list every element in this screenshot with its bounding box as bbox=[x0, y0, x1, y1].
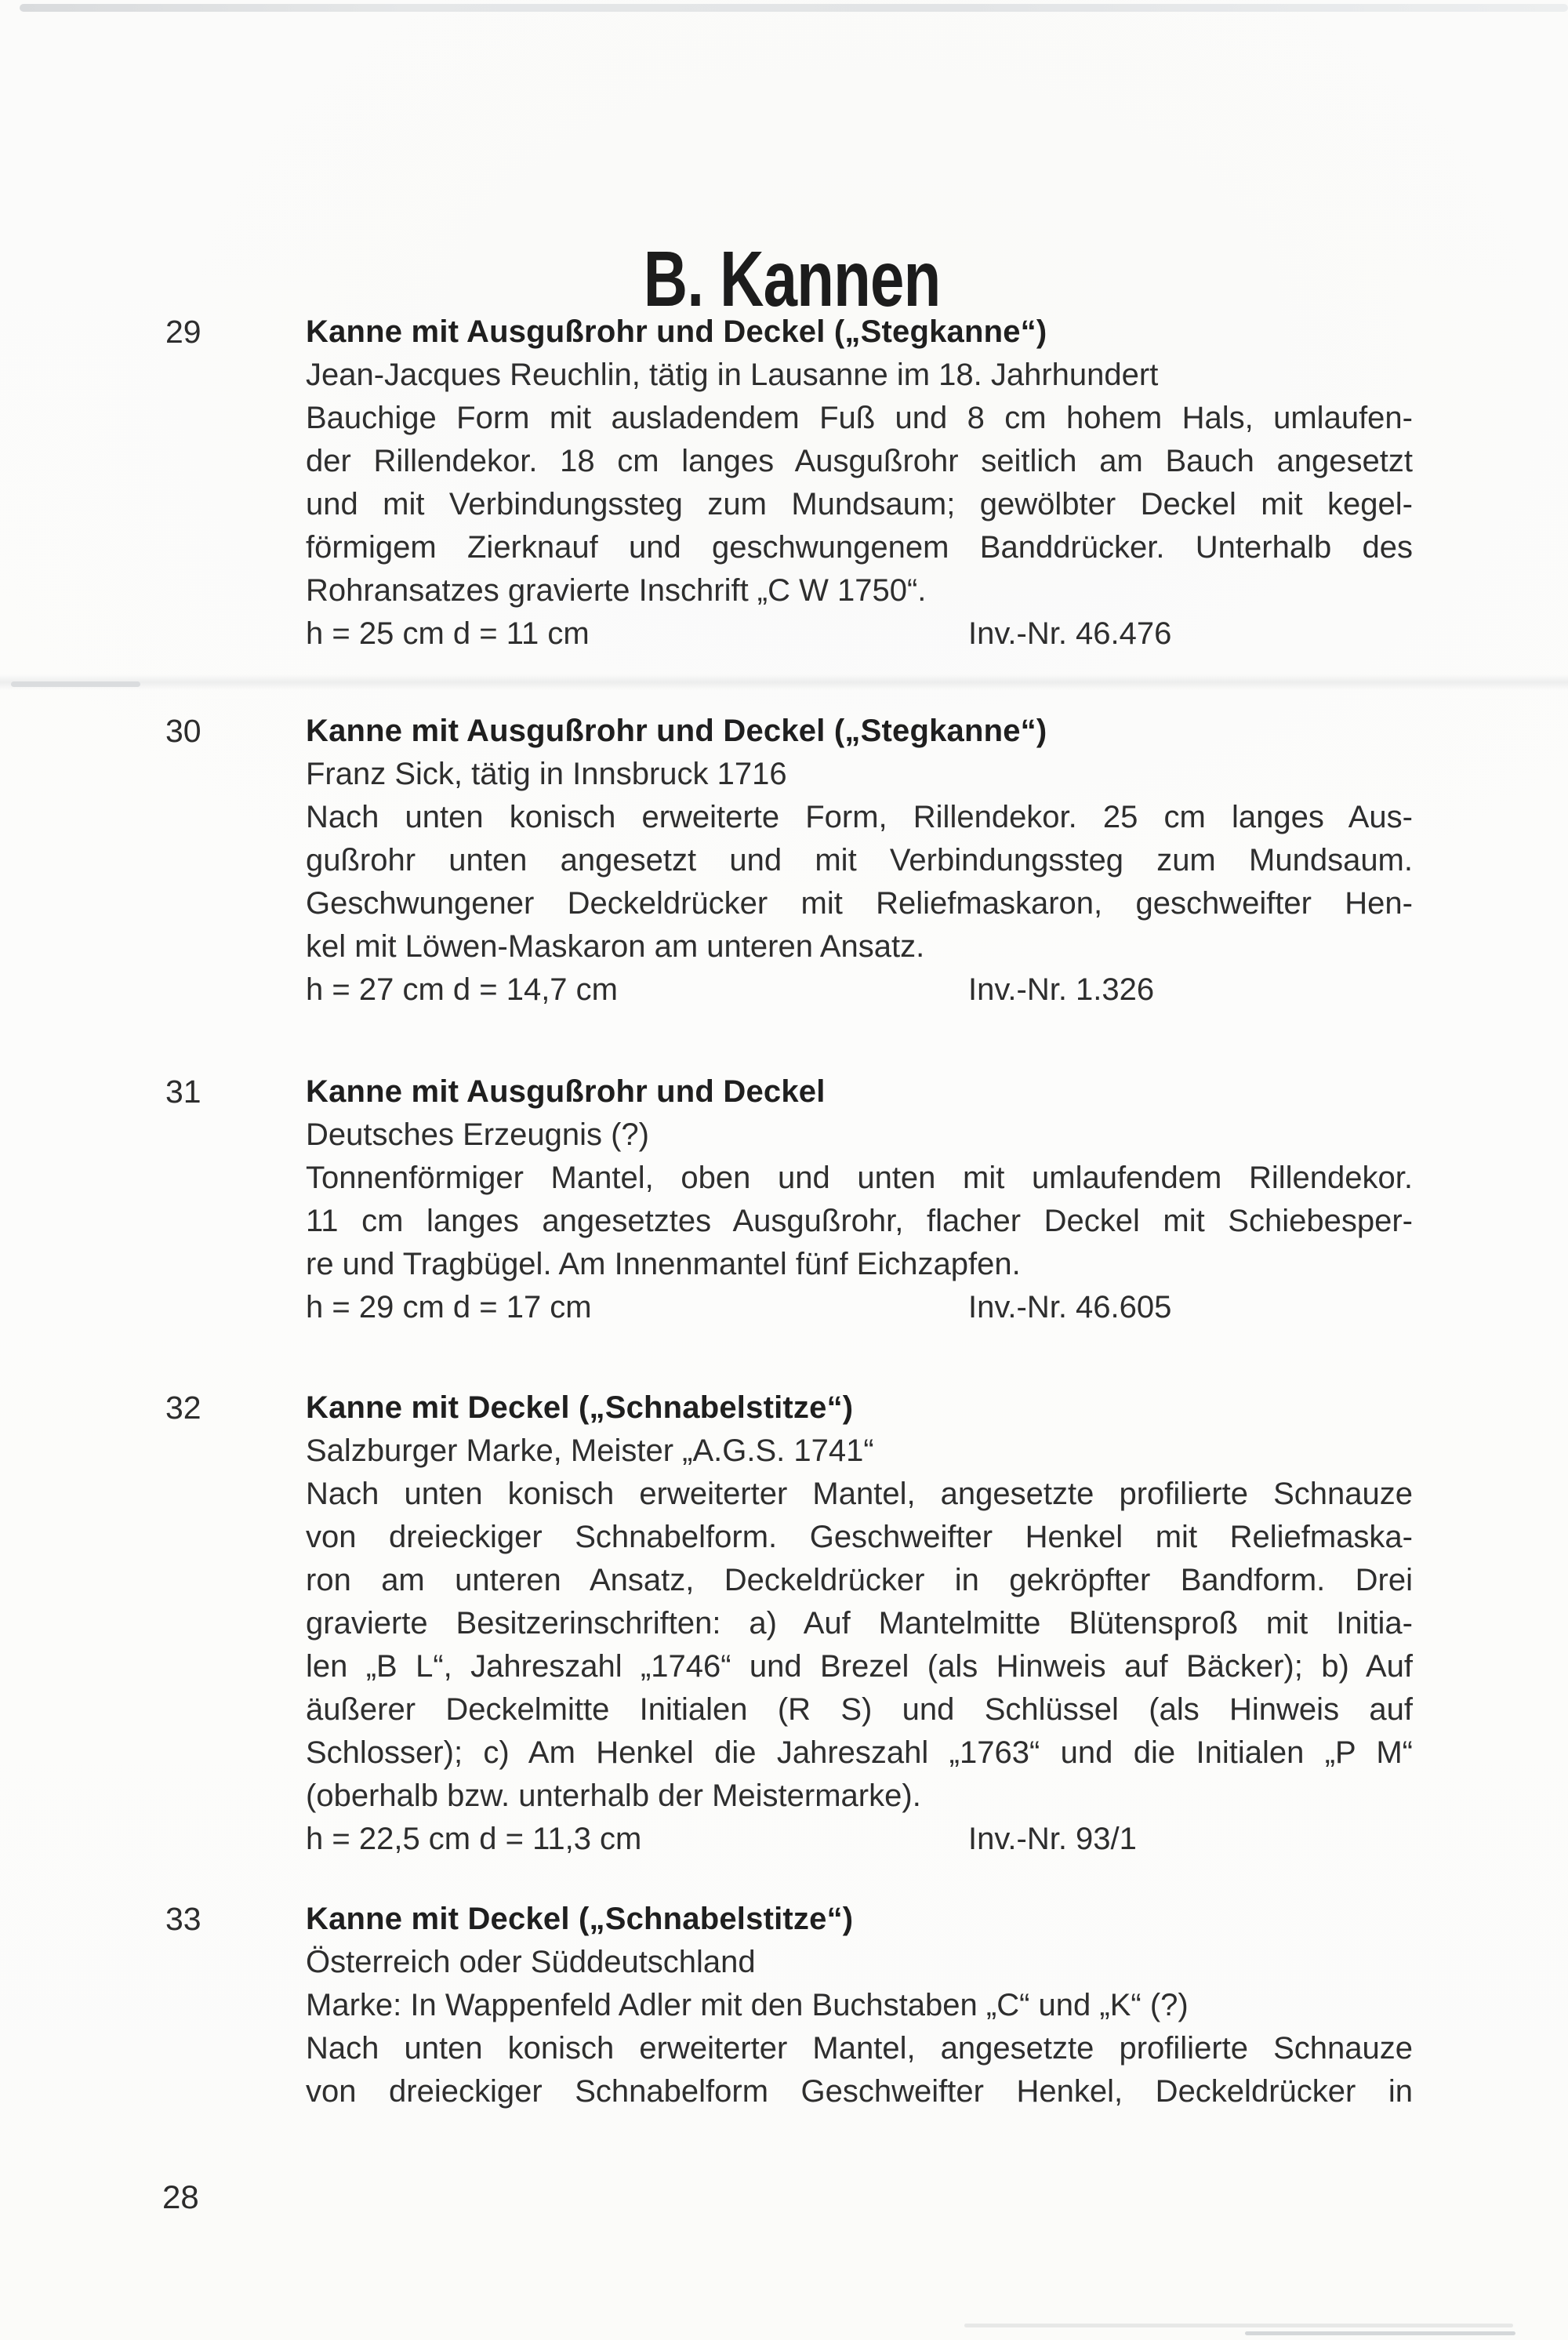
entry-body bbox=[306, 311, 1413, 656]
entry-title: Kanne mit Deckel („Schnabelstitze“) bbox=[306, 1902, 854, 1936]
entry-dimensions: h = 27 cm d = 14,7 cm bbox=[306, 972, 618, 1007]
entry-measurements bbox=[306, 968, 1413, 1012]
entry-text-line: Deutsches Erzeugnis (?) bbox=[306, 1117, 649, 1152]
entry-number: 31 bbox=[165, 1074, 201, 1110]
entry-text-line: Nach unten konisch erweiterter Mantel, angesetzte profilierte Schnauze bbox=[306, 2031, 1413, 2066]
entry-text-line: gravierte Besitzerinschriften: a) Auf Mantelmitte Blütensproß mit Initia- bbox=[306, 1606, 1413, 1641]
entry-text-line: Tonnenförmiger Mantel, oben und unten mit umlaufendem Rillendekor. bbox=[306, 1161, 1413, 1195]
entry-title: Kanne mit Deckel („Schnabelstitze“) bbox=[306, 1390, 854, 1425]
entry-text-line: Jean-Jacques Reuchlin, tätig in Lausanne im 18. Jahrhundert bbox=[306, 358, 1159, 392]
entry-text-line: Salzburger Marke, Meister „A.G.S. 1741“ bbox=[306, 1433, 874, 1468]
entry-text-line: Nach unten konisch erweiterte Form, Rillendekor. 25 cm langes Aus- bbox=[306, 800, 1413, 834]
entry-text-line: ron am unteren Ansatz, Deckeldrücker in gekröpfter Bandform. Drei bbox=[306, 1563, 1413, 1597]
entry-text-line: 11 cm langes angesetztes Ausgußrohr, flacher Deckel mit Schiebesper- bbox=[306, 1204, 1413, 1238]
entry-body bbox=[306, 1898, 1413, 2113]
entry-inventory: Inv.-Nr. 1.326 bbox=[968, 972, 1155, 1007]
entry-text-line: von dreieckiger Schnabelform. Geschweifter Henkel mit Reliefmaska- bbox=[306, 1520, 1413, 1554]
page-number: 28 bbox=[162, 2178, 199, 2215]
entry-text-line: (oberhalb bzw. unterhalb der Meistermarke). bbox=[306, 1779, 921, 1813]
entry-number: 30 bbox=[165, 713, 201, 749]
scan-mid-band-artifact bbox=[0, 674, 1568, 690]
entry-body bbox=[306, 1386, 1413, 1861]
entry-text-line: Österreich oder Süddeutschland bbox=[306, 1945, 756, 1979]
entry-text-line: der Rillendekor. 18 cm langes Ausgußrohr seitlich am Bauch angesetzt bbox=[306, 444, 1413, 478]
entry-text-line: Franz Sick, tätig in Innsbruck 1716 bbox=[306, 757, 787, 791]
entry-dimensions: h = 25 cm d = 11 cm bbox=[306, 616, 590, 651]
entry-text-line: und mit Verbindungssteg zum Mundsaum; gewölbter Deckel mit kegel- bbox=[306, 487, 1413, 521]
entry-measurements bbox=[306, 612, 1413, 656]
entry-measurements bbox=[306, 1286, 1413, 1329]
entry-text-line: Bauchige Form mit ausladendem Fuß und 8 cm hohem Hals, umlaufen- bbox=[306, 401, 1413, 435]
entry-body bbox=[306, 1070, 1413, 1329]
entry-number: 32 bbox=[165, 1390, 201, 1426]
entry-number: 29 bbox=[165, 314, 201, 350]
entry-text-line: kel mit Löwen-Maskaron am unteren Ansatz. bbox=[306, 929, 925, 964]
entry-title: Kanne mit Ausgußrohr und Deckel („Stegkanne“) bbox=[306, 714, 1047, 748]
entry-inventory: Inv.-Nr. 93/1 bbox=[968, 1822, 1137, 1856]
entry-text-line: Marke: In Wappenfeld Adler mit den Buchstaben „C“ und „K“ (?) bbox=[306, 1988, 1189, 2022]
entry-text-line: von dreieckiger Schnabelform Geschweifter Henkel, Deckeldrücker in bbox=[306, 2074, 1413, 2109]
scan-bottom-edge-artifact bbox=[1245, 2331, 1515, 2335]
entry-text-line: gußrohr unten angesetzt und mit Verbindungssteg zum Mundsaum. bbox=[306, 843, 1413, 878]
scan-bottom-smudge-artifact bbox=[964, 2324, 1513, 2327]
entry-dimensions: h = 22,5 cm d = 11,3 cm bbox=[306, 1822, 642, 1856]
entry-title: Kanne mit Ausgußrohr und Deckel („Stegkanne“) bbox=[306, 314, 1047, 349]
entry-text-line: len „B L“, Jahreszahl „1746“ und Brezel (als Hinweis auf Bäcker); b) Auf bbox=[306, 1649, 1413, 1684]
entry-text-line: re und Tragbügel. Am Innenmantel fünf Eichzapfen. bbox=[306, 1247, 1021, 1281]
entry-body bbox=[306, 710, 1413, 1012]
entry-measurements bbox=[306, 1818, 1413, 1861]
entry-text-line: Nach unten konisch erweiterter Mantel, angesetzte profilierte Schnauze bbox=[306, 1477, 1413, 1511]
entry-text-line: äußerer Deckelmitte Initialen (R S) und Schlüssel (als Hinweis auf bbox=[306, 1692, 1413, 1727]
entry-text-line: Rohransatzes gravierte Inschrift „C W 1750“. bbox=[306, 573, 927, 608]
entry-number: 33 bbox=[165, 1901, 201, 1937]
entry-title: Kanne mit Ausgußrohr und Deckel bbox=[306, 1074, 826, 1109]
entry-text-line: Geschwungener Deckeldrücker mit Reliefmaskaron, geschweifter Hen- bbox=[306, 886, 1413, 921]
entry-text-line: förmigem Zierknauf und geschwungenem Banddrücker. Unterhalb des bbox=[306, 530, 1413, 565]
entry-inventory: Inv.-Nr. 46.476 bbox=[968, 616, 1172, 651]
section-title: B. Kannen bbox=[643, 235, 941, 323]
entry-text-line: Schlosser); c) Am Henkel die Jahreszahl „1763“ und die Initialen „P M“ bbox=[306, 1735, 1413, 1770]
entry-inventory: Inv.-Nr. 46.605 bbox=[968, 1290, 1172, 1324]
scan-top-edge-artifact bbox=[20, 4, 1568, 12]
entry-dimensions: h = 29 cm d = 17 cm bbox=[306, 1290, 592, 1324]
scan-mid-dash-artifact bbox=[11, 681, 140, 687]
